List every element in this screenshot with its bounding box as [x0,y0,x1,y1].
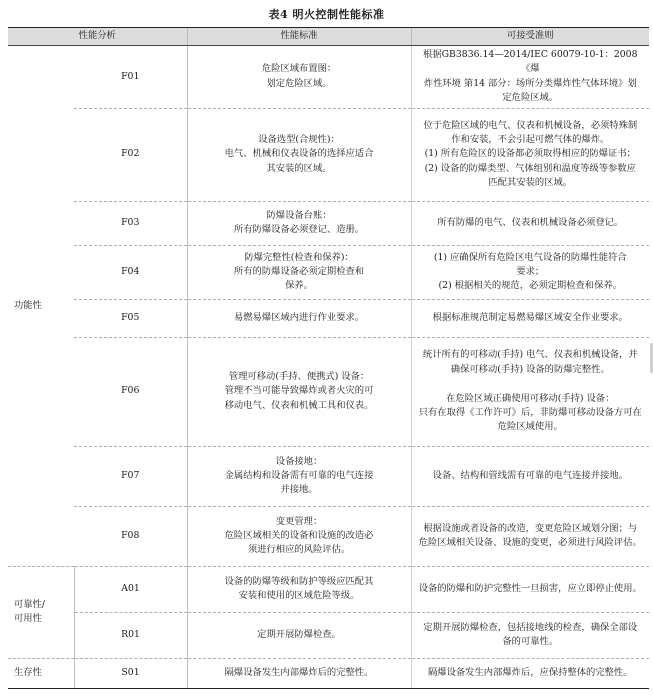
category-reliability: 可靠性/ 可用性 [8,566,74,658]
row-acceptance: (1) 应确保所有危险区电气设备的防爆性能符合 要求； (2) 根据相关的规范，必须定期检查和保养。 [411,245,649,299]
row-code: F06 [74,337,187,446]
table-row [8,506,649,566]
table-row [8,245,649,299]
row-acceptance: 统计所有的可移动(手持) 电气、仪表和机械设备，并 确保可移动(手持) 设备的防爆完整性。 在危险区域正确使用可移动(手持) 设备： 只有在取得《工作许可》后，非防爆可移动设备方可在 危险区域使用。 [411,337,649,446]
row-criteria: 防爆设备台账： 所有防爆设备必须登记、造册。 [187,201,411,245]
row-code: F05 [74,299,187,337]
row-acceptance: 根据设施或者设备的改造，变更危险区域划分图；与 危险区域相关设备、设施的变更，必须进行风险评估。 [411,506,649,566]
row-code: F02 [74,108,187,201]
row-code: F04 [74,245,187,299]
table-row [8,566,649,612]
row-criteria: 设备接地： 金属结构和设备需有可靠的电气连接 并接地。 [187,446,411,506]
table-row [8,299,649,337]
header-criteria: 性能标准 [187,28,411,46]
category-survivability: 生存性 [8,658,74,688]
row-criteria: 危险区域布置图： 划定危险区域。 [187,46,411,109]
header-analysis: 性能分析 [8,28,187,46]
row-criteria: 定期开展防爆检查。 [187,612,411,658]
table-caption: 表4 明火控制性能标准 [268,8,385,21]
row-acceptance: 根据标准规范制定易燃易爆区域安全作业要求。 [411,299,649,337]
row-code: S01 [74,658,187,688]
row-code: A01 [74,566,187,612]
row-code: F07 [74,446,187,506]
row-acceptance: 位于危险区域的电气、仪表和机械设备，必须特殊制 作和安装，不会引起可燃气体的爆炸。 (1) 所有危险区的设备都必须取得相应的防爆证书； (2) 设备的防爆类型、气体组别和温度等级等参数应 匹配其安装的区域。 [411,108,649,201]
performance-table [8,27,649,689]
row-acceptance: 隔爆设备发生内部爆炸后，应保持整体的完整性。 [411,658,649,688]
row-criteria: 管理可移动(手持、便携式) 设备： 管理不当可能导致爆炸或者火灾的可 移动电气、仪表和机械工具和仪表。 [187,337,411,446]
row-criteria: 变更管理： 危险区域相关的设备和设施的改造必 须进行相应的风险评估。 [187,506,411,566]
table-row [8,108,649,201]
category-functionality: 功能性 [14,299,42,311]
header-row [8,28,649,46]
row-criteria: 易燃易爆区域内进行作业要求。 [187,299,411,337]
table-row [8,612,649,658]
table-row [8,337,649,446]
row-acceptance: 根据GB3836.14—2014/IEC 60079-10-1：2008《爆 炸性环境 第14 部分：场所分类爆炸性气体环境》划 定危险区域。 [411,46,649,109]
row-criteria: 防爆完整性(检查和保养)： 所有的防爆设备必须定期检查和 保养。 [187,245,411,299]
row-acceptance: 设备的防爆和防护完整性一旦损害，应立即停止使用。 [411,566,649,612]
row-criteria: 设备的防爆等级和防护等级应匹配其 安装和使用的区域危险等级。 [187,566,411,612]
row-acceptance: 所有防爆的电气、仪表和机械设备必须登记。 [411,201,649,245]
header-acceptance: 可接受准则 [411,28,649,46]
row-criteria: 隔爆设备发生内部爆炸后的完整性。 [187,658,411,688]
table-row [8,658,649,688]
row-acceptance: 定期开展防爆检查，包括接地线的检查，确保全部设 备的可靠性。 [411,612,649,658]
row-code: F03 [74,201,187,245]
row-criteria: 设备选型(合规性)： 电气、机械和仪表设备的选择应适合 其安装的区域。 [187,108,411,201]
table-row [8,201,649,245]
table-row [8,46,649,109]
row-acceptance: 设备、结构和管线需有可靠的电气连接并接地。 [411,446,649,506]
row-code: F01 [74,46,187,109]
table-row [8,446,649,506]
row-code: F08 [74,506,187,566]
row-code: R01 [74,612,187,658]
